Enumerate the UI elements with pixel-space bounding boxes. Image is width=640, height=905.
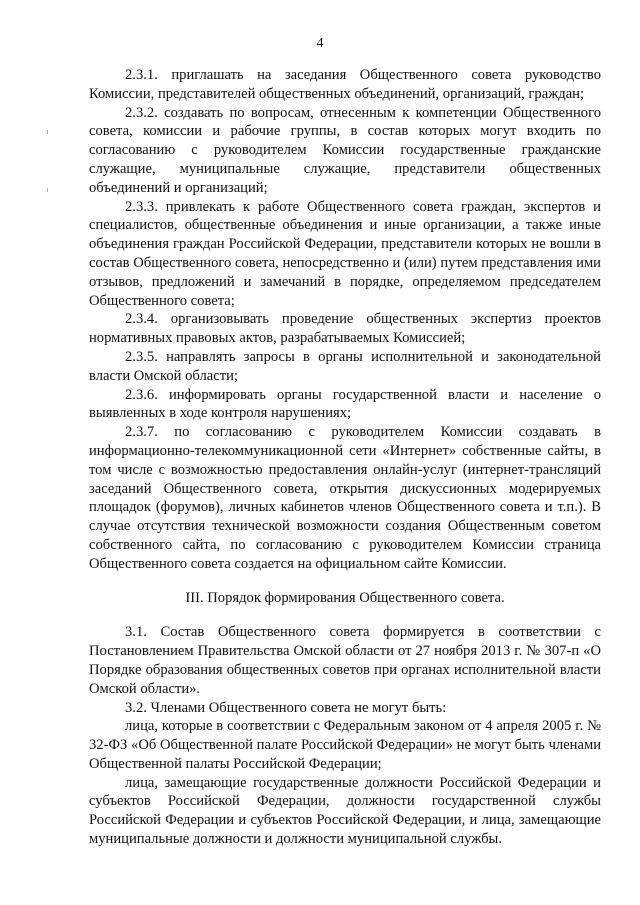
paragraph-2-3-7: 2.3.7. по согласованию с руководителем Комиссии создавать в информационно-телекоммуникационной сети «Интернет» собственные сайты, в том числе с возможностью предоставления онлайн-услуг (интернет-трансляций заседаний Общественного совета, открытия дискуссионных модерируемых площадок (форумов), личных кабинетов членов Общественного совета и т.п.). В случае отсутствия технической возможности создания Общественным советом собственного сайта, по согласованию с руководителем Комиссии страница Общественного совета создается на официальном сайте Комиссии. xyxy=(89,424,601,572)
paragraph-3-1: 3.1. Состав Общественного совета формируется в соответствии с Постановлением Правительства Омской области от 27 ноября 2013 г. № 307-п «О Порядке образования общественных советов при органах исполнительной власти Омской области». xyxy=(89,624,601,697)
section-heading: III. Порядок формирования Общественного совета. xyxy=(185,589,505,606)
paragraph-3-2-item-2: лица, замещающие государственные должности Российской Федерации и субъектов Российской Федерации, должности государственной службы Российской Федерации и субъектов Российской Федерации, и лица, замещающие муниципальные должности и должности муниципальной службы. xyxy=(89,774,601,848)
document-body xyxy=(89,66,601,849)
paragraph-2-3-2: 2.3.2. создавать по вопросам, отнесенным к компетенции Общественного совета, комиссии и рабочие группы, в состав которых могут входить по согласованию с руководителем Комиссии государственные гражданские служащие, муниципальные служащие, представители общественных объединений и организаций; xyxy=(89,104,601,196)
page-number: 4 xyxy=(316,36,324,51)
paragraph-2-3-1: 2.3.1. приглашать на заседания Общественного совета руководство Комиссии, представителей общественных объединений, организаций, граждан; xyxy=(89,67,601,102)
paragraph-2-3-5: 2.3.5. направлять запросы в органы исполнительной и законодательной власти Омской области; xyxy=(89,348,601,384)
paragraph-3-2-item-1: лица, которые в соответствии с Федеральным законом от 4 апреля 2005 г. № 32-ФЗ «Об Общественной палате Российской Федерации» не могут быть членами Общественной палаты Российской Федерации; xyxy=(89,718,601,772)
margin-mark xyxy=(47,130,48,134)
margin-mark xyxy=(47,188,48,192)
paragraph-3-2: 3.2. Членами Общественного совета не могут быть: xyxy=(125,699,447,716)
paragraph-2-3-3: 2.3.3. привлекать к работе Общественного совета граждан, экспертов и специалистов, общественные объединения и иные организации, а также иные объединения граждан Российской Федерации, представители которых не вошли в состав Общественного совета, непосредственно и (или) путем представления ими отзывов, предложений и замечаний в порядке, определяемом председателем Общественного совета; xyxy=(89,198,601,309)
paragraph-2-3-6: 2.3.6. информировать органы государственной власти и население о выявленных в ходе контроля нарушениях; xyxy=(89,386,601,422)
paragraph-2-3-4: 2.3.4. организовывать проведение общественных экспертиз проектов нормативных правовых актов, разрабатываемых Комиссией; xyxy=(89,311,601,347)
